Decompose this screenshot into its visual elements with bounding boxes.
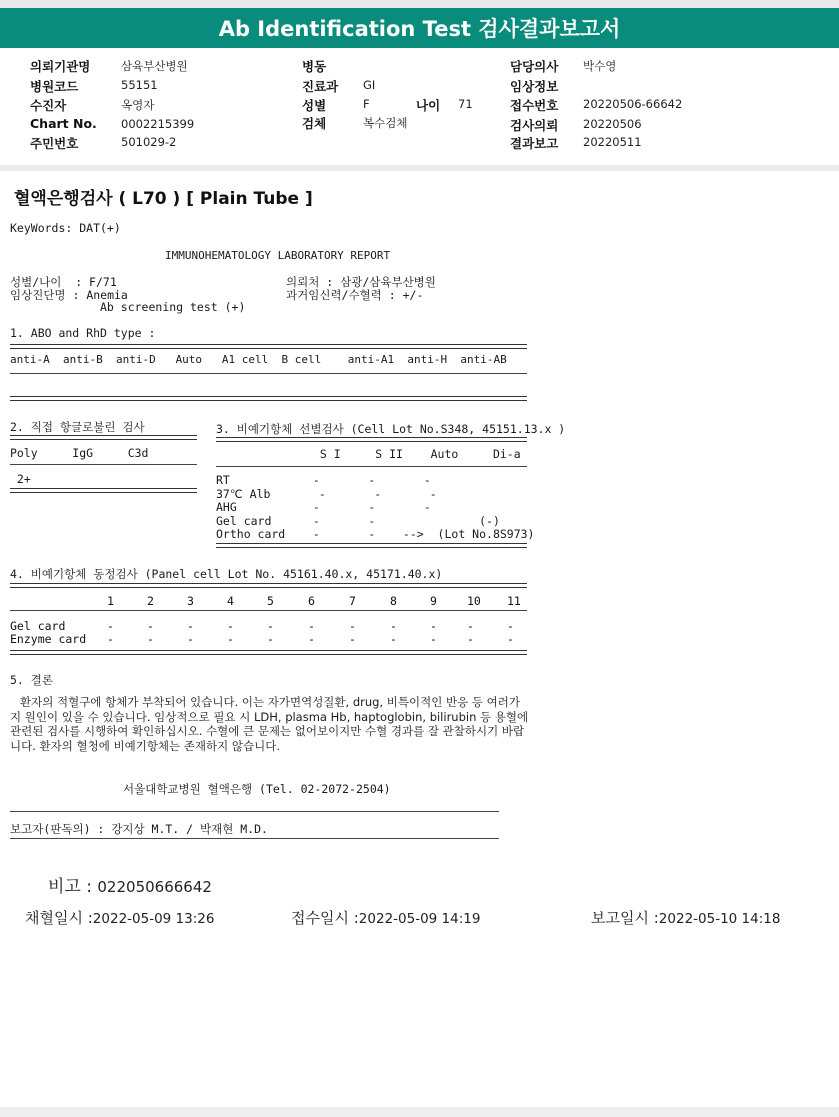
section2-title: 2. 직접 항글로불린 검사: [10, 420, 145, 434]
section3-title: 3. 비예기항체 선별검사 (Cell Lot No.S348, 45151.13.x ): [216, 422, 566, 436]
section4-rule-mid: [10, 610, 527, 611]
resident-no-value: 501029-2: [121, 135, 177, 149]
panel-cell: -: [430, 632, 437, 646]
reporter-rule-top: [10, 811, 499, 812]
section2-headers: Poly IgG C3d: [10, 446, 149, 460]
section1-rule-bottom: [10, 396, 527, 401]
panel-header-8: 8: [390, 594, 397, 608]
ward-label: 병동: [302, 59, 327, 74]
chart-no-value: 0002215399: [121, 117, 195, 131]
panel-row-label: Enzyme card: [10, 632, 87, 646]
note-value: 022050666642: [97, 878, 212, 896]
panel-header-4: 4: [227, 594, 234, 608]
patient-info-line3: Ab screening test (+): [10, 300, 246, 314]
panel-cell: -: [187, 632, 194, 646]
section4-rule-top: [10, 583, 527, 588]
section3-row-ortho: Ortho card - - --> (Lot No.8S973): [216, 527, 535, 541]
panel-cell: -: [227, 619, 234, 633]
section1-rule-top: [10, 344, 527, 349]
lab-report-title: IMMUNOHEMATOLOGY LABORATORY REPORT: [165, 249, 391, 262]
panel-cell: -: [390, 619, 397, 633]
section3-row-37c: 37℃ Alb - - -: [216, 487, 437, 501]
panel-header-5: 5: [267, 594, 274, 608]
age-label: 나이: [416, 98, 441, 113]
report-date-label: 결과보고: [510, 136, 559, 151]
doctor-label: 담당의사: [510, 59, 559, 74]
section3-rule-mid: [216, 466, 527, 467]
panel-cell: -: [107, 632, 114, 646]
receive-label: 접수일시 :: [291, 909, 359, 927]
report-banner: Ab Identification Test 검사결과보고서: [0, 8, 839, 48]
receipt-no-value: 20220506-66642: [583, 97, 683, 111]
section1-title: 1. ABO and RhD type :: [10, 326, 156, 340]
hospital-code-value: 55151: [121, 78, 158, 92]
section3-headers: S I S II Auto Di-a: [216, 447, 521, 461]
section2-poly-value: 2+: [10, 472, 31, 486]
collect-row: [25, 907, 214, 928]
doctor-value: 박수영: [583, 59, 617, 73]
section3-row-ahg: AHG - - -: [216, 500, 431, 514]
section4-title: 4. 비예기항체 동정검사 (Panel cell Lot No. 45161.40.x, 45171.40.x): [10, 567, 443, 581]
specimen-label: 검체: [302, 116, 327, 131]
chart-no-label: Chart No.: [30, 116, 97, 131]
section1-headers: anti-A anti-B anti-D Auto A1 cell B cell anti-A1 anti-H anti-AB: [10, 353, 507, 366]
request-date-value: 20220506: [583, 117, 642, 131]
patient-label: 수진자: [30, 98, 67, 113]
department-label: 진료과: [302, 79, 339, 94]
report-value: 2022-05-10 14:18: [658, 911, 781, 927]
panel-header-2: 2: [147, 594, 154, 608]
panel-cell: -: [507, 619, 514, 633]
panel-header-1: 1: [107, 594, 114, 608]
panel-row-label: Gel card: [10, 619, 66, 633]
patient-value: 옥영자: [121, 98, 155, 112]
panel-cell: -: [187, 619, 194, 633]
header-separator: [0, 165, 839, 171]
request-date-label: 검사의뢰: [510, 118, 559, 133]
report-date-value: 20220511: [583, 135, 642, 149]
requester-line2: 과거임신력/수혈력 : +/-: [286, 288, 424, 302]
patient-header: [0, 48, 839, 165]
panel-cell: -: [147, 619, 154, 633]
panel-header-9: 9: [430, 594, 437, 608]
panel-header-3: 3: [187, 594, 194, 608]
section2-rule-bottom: [10, 488, 197, 493]
panel-header-7: 7: [349, 594, 356, 608]
panel-cell: -: [390, 632, 397, 646]
panel-cell: -: [349, 619, 356, 633]
hospital-value: 삼육부산병원: [121, 59, 188, 73]
bloodbank-contact: 서울대학교병원 혈액은행 (Tel. 02-2072-2504): [123, 782, 391, 796]
department-value: GI: [363, 78, 376, 92]
age-value: 71: [458, 97, 473, 111]
panel-cell: -: [107, 619, 114, 633]
panel-cell: -: [267, 632, 274, 646]
keywords: KeyWords: DAT(+): [10, 221, 121, 235]
note-label: 비고 :: [48, 877, 92, 897]
panel-cell: -: [308, 619, 315, 633]
panel-cell: -: [349, 632, 356, 646]
panel-header-11: 11: [507, 594, 521, 608]
panel-cell: -: [430, 619, 437, 633]
section4-rule-bottom: [10, 650, 527, 655]
hospital-code-label: 병원코드: [30, 79, 79, 94]
bottom-border: [0, 1107, 839, 1117]
panel-cell: -: [308, 632, 315, 646]
top-border: [0, 0, 839, 8]
requester-line1: 의뢰처 : 삼광/삼육부산병원: [286, 275, 436, 289]
patient-info-line1: 성별/나이 : F/71: [10, 275, 117, 289]
note-row: [48, 872, 212, 897]
section5-title: 5. 결론: [10, 673, 53, 687]
panel-cell: -: [267, 619, 274, 633]
section3-rule-top: [216, 437, 527, 442]
hospital-label: 의뢰기관명: [30, 59, 91, 74]
panel-cell: -: [147, 632, 154, 646]
panel-cell: -: [227, 632, 234, 646]
report-label: 보고일시 :: [591, 909, 659, 927]
report-row: [591, 907, 780, 928]
panel-cell: -: [467, 619, 474, 633]
section2-rule-top: [10, 435, 197, 440]
sex-label: 성별: [302, 98, 327, 113]
section3-row-gel: Gel card - - (-): [216, 514, 500, 528]
panel-header-10: 10: [467, 594, 481, 608]
patient-info-line2: 임상진단명 : Anemia: [10, 288, 128, 302]
report-title: 혈액은행검사 ( L70 ) [ Plain Tube ]: [14, 189, 313, 209]
section2-rule-mid: [10, 464, 197, 465]
collect-value: 2022-05-09 13:26: [92, 911, 215, 927]
section3-row-rt: RT - - -: [216, 473, 431, 487]
conclusion-text: 환자의 적혈구에 항체가 부착되어 있습니다. 이는 자가면역성질환, drug, 비특이적인 반응 등 여러가지 원인이 있을 수 있습니다. 임상적으로 필요 시 LDH, plasma Hb, haptoglobin, bilirubin 등 용혈에 관련된 검사를 시행하여 확인하십시오. 수혈에 큰 문제는 없어보이지만 수혈 경과를 잘 관찰하시기 바랍니다. 환자의 혈청에 비예기항체는 존재하지 않습니다.: [10, 695, 529, 753]
sex-value: F: [363, 97, 370, 111]
reporter-rule-bottom: [10, 838, 499, 839]
specimen-value: 복수검체: [363, 116, 408, 130]
section1-rule-mid: [10, 373, 527, 374]
panel-header-6: 6: [308, 594, 315, 608]
receive-row: [291, 907, 480, 928]
resident-no-label: 주민번호: [30, 136, 79, 151]
receive-value: 2022-05-09 14:19: [358, 911, 481, 927]
section3-rule-bottom: [216, 543, 527, 548]
panel-cell: -: [507, 632, 514, 646]
panel-cell: -: [467, 632, 474, 646]
clinical-info-label: 임상정보: [510, 79, 559, 94]
receipt-no-label: 접수번호: [510, 98, 559, 113]
collect-label: 채혈일시 :: [25, 909, 93, 927]
reporter-line: 보고자(판독의) : 강지상 M.T. / 박재현 M.D.: [10, 822, 268, 836]
